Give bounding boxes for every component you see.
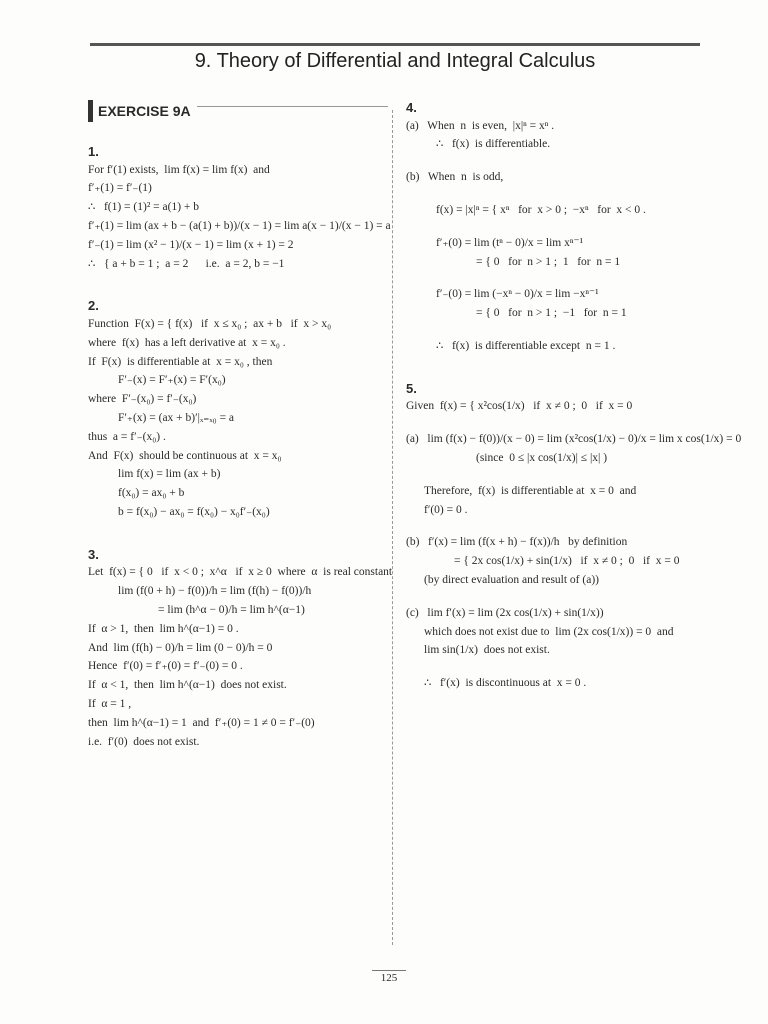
solution-line: If α > 1, then lim h^(α−1) = 0 . (88, 622, 239, 635)
question-number: 2. (88, 298, 99, 314)
solution-line: = { 2x cos(1/x) + sin(1/x) if x ≠ 0 ; 0 if x = 0 (454, 555, 680, 568)
solution-line: F′₊(x) = (ax + b)′|ₓ₌ₓ₀ = a (118, 411, 235, 424)
column-divider (392, 110, 393, 945)
solution-line: = { 0 for n > 1 ; −1 for n = 1 (476, 307, 627, 320)
right-column (406, 100, 742, 696)
solution-line: (b) When n is odd, (406, 171, 504, 184)
page-title: 9. Theory of Differential and Integral Calculus (194, 50, 596, 72)
solution-line: ∴ f(x) is differentiable. (436, 138, 551, 151)
question-number: 1. (88, 144, 99, 159)
solution-line: f′₋(0) = lim (−xⁿ − 0)/x = lim −xⁿ⁻¹ (436, 288, 599, 301)
question-4 (406, 100, 706, 354)
solution-line: Function F(x) = { f(x) if x ≤ x₀ ; ax + b if x > x₀ (88, 317, 332, 330)
solution-line: If α < 1, then lim h^(α−1) does not exist. (88, 679, 287, 692)
solution-line: (b) f′(x) = lim (f(x + h) − f(x))/h by definition (406, 536, 628, 549)
solution-line: ∴ { a + b = 1 ; a = 2 i.e. a = 2, b = −1 (88, 257, 285, 270)
solution-line: Therefore, f(x) is differentiable at x = 0 and (424, 484, 637, 497)
solution-line: (c) lim f′(x) = lim (2x cos(1/x) + sin(1/x)) (406, 606, 604, 619)
solution-line: b = f(x₀) − ax₀ = f(x₀) − x₀f′₋(x₀) (118, 505, 270, 518)
question-5 (406, 380, 742, 691)
solution-line: For f′(1) exists, lim f(x) = lim f(x) and (88, 163, 270, 176)
solution-line: which does not exist due to lim (2x cos(1/x)) = 0 and (424, 625, 674, 638)
solution-line: lim sin(1/x) does not exist. (424, 644, 550, 657)
solution-line: Given f(x) = { x²cos(1/x) if x ≠ 0 ; 0 if x = 0 (406, 400, 633, 413)
question-1 (88, 144, 391, 271)
solution-line: If α = 1 , (88, 697, 132, 710)
solution-line: f(x) = |x|ⁿ = { xⁿ for x > 0 ; −xⁿ for x < 0 . (436, 203, 646, 216)
solution-line: thus a = f′₋(x₀) . (88, 430, 166, 443)
solution-line: ∴ f(x) is differentiable except n = 1 . (436, 339, 616, 352)
exercise-label: EXERCISE 9A (98, 102, 191, 119)
solution-line: (by direct evaluation and result of (a)) (424, 573, 599, 586)
header-rule (90, 43, 700, 46)
solution-line: f′₊(1) = lim (ax + b − (a(1) + b))/(x − 1) = lim a(x − 1)/(x − 1) = a (88, 219, 391, 232)
solution-line: If F(x) is differentiable at x = x₀ , then (88, 355, 273, 368)
exercise-heading (88, 100, 388, 122)
exercise-bar (88, 100, 93, 122)
question-3 (88, 546, 393, 750)
solution-line: lim f(x) = lim (ax + b) (118, 468, 221, 481)
solution-line: = { 0 for n > 1 ; 1 for n = 1 (476, 255, 621, 268)
page-number: 125 (372, 970, 406, 984)
solution-line: f′₊(1) = f′₋(1) (88, 182, 152, 195)
solution-line: And F(x) should be continuous at x = x₀ (88, 449, 282, 462)
solution-line: f′(0) = 0 . (424, 503, 468, 516)
solution-line: (since 0 ≤ |x cos(1/x)| ≤ |x| ) (476, 451, 608, 464)
solution-line: And lim (f(h) − 0)/h = lim (0 − 0)/h = 0 (88, 641, 273, 654)
question-number: 3. (88, 546, 99, 562)
solution-line: lim (f(0 + h) − f(0))/h = lim (f(h) − f(0))/h (118, 585, 312, 598)
solution-line: f′₊(0) = lim (tⁿ − 0)/x = lim xⁿ⁻¹ (436, 236, 584, 249)
solution-line: then lim h^(α−1) = 1 and f′₊(0) = 1 ≠ 0 = f′₋(0) (88, 716, 315, 729)
question-number: 4. (406, 100, 417, 115)
exercise-rule (197, 106, 388, 107)
question-2 (88, 298, 388, 519)
solution-line: i.e. f′(0) does not exist. (88, 735, 200, 748)
solution-line: where F′₋(x₀) = f′₋(x₀) (88, 393, 197, 406)
solution-line: where f(x) has a left derivative at x = x₀ . (88, 336, 286, 349)
question-number: 5. (406, 380, 417, 396)
solution-line: ∴ f(1) = (1)² = a(1) + b (88, 201, 200, 214)
solution-line: (a) lim (f(x) − f(0))/(x − 0) = lim (x²cos(1/x) − 0)/x = lim x cos(1/x) = 0 (406, 433, 742, 446)
left-column (88, 100, 393, 754)
solution-line: (a) When n is even, |x|ⁿ = xⁿ . (406, 119, 555, 132)
solution-line: f(x₀) = ax₀ + b (118, 487, 185, 500)
solution-line: Let f(x) = { 0 if x < 0 ; x^α if x ≥ 0 where α is real constant (88, 566, 393, 579)
solution-line: f′₋(1) = lim (x² − 1)/(x − 1) = lim (x + 1) = 2 (88, 238, 294, 251)
solution-line: Hence f′(0) = f′₊(0) = f′₋(0) = 0 . (88, 660, 243, 673)
solution-line: = lim (h^α − 0)/h = lim h^(α−1) (158, 603, 305, 616)
solution-line: F′₋(x) = F′₊(x) = F′(x₀) (118, 374, 226, 387)
solution-line: ∴ f′(x) is discontinuous at x = 0 . (424, 677, 587, 690)
